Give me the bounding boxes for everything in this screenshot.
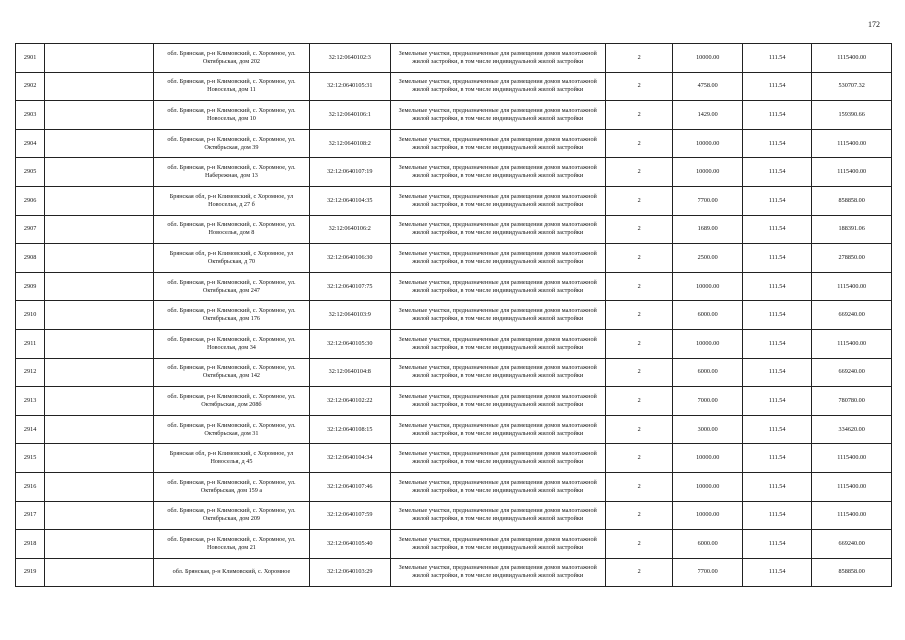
table-row [16, 244, 892, 273]
table-row [16, 158, 892, 187]
rate-cell: 111.54 [742, 101, 811, 130]
blank-cell [45, 101, 154, 130]
land-use-cell: Земельные участки, предназначенные для размещения домов малоэтажной жилой застройки, в том числе индивидуальной жилой застройки [390, 244, 605, 273]
land-use-cell: Земельные участки, предназначенные для размещения домов малоэтажной жилой застройки, в том числе индивидуальной жилой застройки [390, 301, 605, 330]
cadastral-value-cell: 188391.06 [812, 215, 892, 244]
row-number: 2906 [16, 186, 45, 215]
area-cell: 10000.00 [673, 129, 742, 158]
table-row [16, 44, 892, 73]
rate-cell: 111.54 [742, 301, 811, 330]
address-cell: обл. Брянская, р-н Климовский, с. Хоромное, ул. Октябрьская, дом 159 а [153, 472, 309, 501]
address-cell: обл. Брянская, р-н Климовский, с. Хоромное, ул. Октябрьская, дом 209 [153, 501, 309, 530]
category-cell: 2 [606, 530, 673, 559]
cadastral-value-cell: 858858.00 [812, 186, 892, 215]
cadastral-number-cell: 32:12:0640104:34 [309, 444, 390, 473]
land-use-cell: Земельные участки, предназначенные для размещения домов малоэтажной жилой застройки, в том числе индивидуальной жилой застройки [390, 387, 605, 416]
cadastral-number-cell: 32:12:0640106:1 [309, 101, 390, 130]
cadastral-value-cell: 1115400.00 [812, 44, 892, 73]
address-cell: обл. Брянская, р-н Климовский, с. Хоромное, ул. Октябрьская, дом 39 [153, 129, 309, 158]
cadastral-value-cell: 530707.32 [812, 72, 892, 101]
cadastral-number-cell: 32:12:0640102:3 [309, 44, 390, 73]
cadastral-value-cell: 669240.00 [812, 301, 892, 330]
category-cell: 2 [606, 472, 673, 501]
blank-cell [45, 387, 154, 416]
address-cell: Брянская обл, р-н Климовский, с Хоромное, ул Новоселья, д 45 [153, 444, 309, 473]
land-use-cell: Земельные участки, предназначенные для размещения домов малоэтажной жилой застройки, в том числе индивидуальной жилой застройки [390, 501, 605, 530]
row-number: 2917 [16, 501, 45, 530]
table-row [16, 72, 892, 101]
category-cell: 2 [606, 329, 673, 358]
blank-cell [45, 186, 154, 215]
row-number: 2914 [16, 415, 45, 444]
cadastral-number-cell: 32:12:0640104:8 [309, 358, 390, 387]
row-number: 2915 [16, 444, 45, 473]
row-number: 2911 [16, 329, 45, 358]
address-cell: обл. Брянская, р-н Климовский, с. Хоромное, ул. Октябрьская, дом 176 [153, 301, 309, 330]
blank-cell [45, 158, 154, 187]
table-row [16, 415, 892, 444]
area-cell: 6000.00 [673, 301, 742, 330]
land-use-cell: Земельные участки, предназначенные для размещения домов малоэтажной жилой застройки, в том числе индивидуальной жилой застройки [390, 530, 605, 559]
land-parcel-table [15, 43, 892, 587]
table-row [16, 186, 892, 215]
blank-cell [45, 415, 154, 444]
row-number: 2903 [16, 101, 45, 130]
address-cell: обл. Брянская, р-н Климовский, с. Хоромное [153, 558, 309, 587]
address-cell: обл. Брянская, р-н Климовский, с. Хоромное, ул. Новоселья, дом 21 [153, 530, 309, 559]
row-number: 2901 [16, 44, 45, 73]
land-use-cell: Земельные участки, предназначенные для размещения домов малоэтажной жилой застройки, в том числе индивидуальной жилой застройки [390, 186, 605, 215]
table-row [16, 272, 892, 301]
area-cell: 3000.00 [673, 415, 742, 444]
cadastral-value-cell: 159390.66 [812, 101, 892, 130]
cadastral-value-cell: 1115400.00 [812, 129, 892, 158]
cadastral-number-cell: 32:12:0640107:46 [309, 472, 390, 501]
land-use-cell: Земельные участки, предназначенные для размещения домов малоэтажной жилой застройки, в том числе индивидуальной жилой застройки [390, 72, 605, 101]
area-cell: 2500.00 [673, 244, 742, 273]
area-cell: 10000.00 [673, 501, 742, 530]
address-cell: обл. Брянская, р-н Климовский, с. Хоромное, ул. Набережная, дом 13 [153, 158, 309, 187]
area-cell: 10000.00 [673, 444, 742, 473]
cadastral-number-cell: 32:12:0640102:22 [309, 387, 390, 416]
category-cell: 2 [606, 272, 673, 301]
blank-cell [45, 530, 154, 559]
category-cell: 2 [606, 129, 673, 158]
category-cell: 2 [606, 387, 673, 416]
category-cell: 2 [606, 558, 673, 587]
area-cell: 10000.00 [673, 472, 742, 501]
address-cell: обл. Брянская, р-н Климовский, с. Хоромное, ул. Октябрьская, дом 247 [153, 272, 309, 301]
area-cell: 10000.00 [673, 158, 742, 187]
address-cell: обл. Брянская, р-н Климовский, с. Хоромное, ул. Октябрьская, дом 208б [153, 387, 309, 416]
cadastral-number-cell: 32:12:0640107:19 [309, 158, 390, 187]
land-use-cell: Земельные участки, предназначенные для размещения домов малоэтажной жилой застройки, в том числе индивидуальной жилой застройки [390, 415, 605, 444]
rate-cell: 111.54 [742, 329, 811, 358]
table-row [16, 558, 892, 587]
address-cell: Брянская обл, р-н Климовский, с Хоромное, ул Новоселья, д 27 б [153, 186, 309, 215]
rate-cell: 111.54 [742, 129, 811, 158]
category-cell: 2 [606, 358, 673, 387]
area-cell: 10000.00 [673, 272, 742, 301]
row-number: 2916 [16, 472, 45, 501]
rate-cell: 111.54 [742, 158, 811, 187]
table-row [16, 444, 892, 473]
category-cell: 2 [606, 186, 673, 215]
land-use-cell: Земельные участки, предназначенные для размещения домов малоэтажной жилой застройки, в том числе индивидуальной жилой застройки [390, 101, 605, 130]
cadastral-value-cell: 334620.00 [812, 415, 892, 444]
cadastral-value-cell: 1115400.00 [812, 329, 892, 358]
area-cell: 7000.00 [673, 387, 742, 416]
cadastral-value-cell: 1115400.00 [812, 272, 892, 301]
blank-cell [45, 501, 154, 530]
rate-cell: 111.54 [742, 186, 811, 215]
area-cell: 4758.00 [673, 72, 742, 101]
rate-cell: 111.54 [742, 358, 811, 387]
area-cell: 1689.00 [673, 215, 742, 244]
cadastral-number-cell: 32:12:0640106:2 [309, 215, 390, 244]
land-use-cell: Земельные участки, предназначенные для размещения домов малоэтажной жилой застройки, в том числе индивидуальной жилой застройки [390, 215, 605, 244]
blank-cell [45, 301, 154, 330]
cadastral-number-cell: 32:12:0640105:30 [309, 329, 390, 358]
area-cell: 6000.00 [673, 358, 742, 387]
cadastral-number-cell: 32:12:0640104:35 [309, 186, 390, 215]
rate-cell: 111.54 [742, 215, 811, 244]
cadastral-value-cell: 1115400.00 [812, 158, 892, 187]
cadastral-value-cell: 669240.00 [812, 530, 892, 559]
table-row [16, 358, 892, 387]
rate-cell: 111.54 [742, 387, 811, 416]
area-cell: 7700.00 [673, 186, 742, 215]
category-cell: 2 [606, 72, 673, 101]
area-cell: 7700.00 [673, 558, 742, 587]
category-cell: 2 [606, 44, 673, 73]
rate-cell: 111.54 [742, 530, 811, 559]
land-use-cell: Земельные участки, предназначенные для размещения домов малоэтажной жилой застройки, в том числе индивидуальной жилой застройки [390, 329, 605, 358]
blank-cell [45, 358, 154, 387]
area-cell: 10000.00 [673, 44, 742, 73]
row-number: 2909 [16, 272, 45, 301]
rate-cell: 111.54 [742, 72, 811, 101]
rate-cell: 111.54 [742, 244, 811, 273]
cadastral-number-cell: 32:12:0640103:29 [309, 558, 390, 587]
rate-cell: 111.54 [742, 415, 811, 444]
rate-cell: 111.54 [742, 444, 811, 473]
table-row [16, 530, 892, 559]
land-use-cell: Земельные участки, предназначенные для размещения домов малоэтажной жилой застройки, в том числе индивидуальной жилой застройки [390, 272, 605, 301]
cadastral-number-cell: 32:12:0640108:2 [309, 129, 390, 158]
cadastral-number-cell: 32:12:0640107:59 [309, 501, 390, 530]
blank-cell [45, 129, 154, 158]
land-use-cell: Земельные участки, предназначенные для размещения домов малоэтажной жилой застройки, в том числе индивидуальной жилой застройки [390, 44, 605, 73]
address-cell: обл. Брянская, р-н Климовский, с. Хоромное, ул. Октябрьская, дом 31 [153, 415, 309, 444]
category-cell: 2 [606, 244, 673, 273]
blank-cell [45, 72, 154, 101]
cadastral-value-cell: 780780.00 [812, 387, 892, 416]
cadastral-number-cell: 32:12:0640108:15 [309, 415, 390, 444]
cadastral-number-cell: 32:12:0640105:31 [309, 72, 390, 101]
row-number: 2907 [16, 215, 45, 244]
category-cell: 2 [606, 444, 673, 473]
blank-cell [45, 444, 154, 473]
blank-cell [45, 272, 154, 301]
rate-cell: 111.54 [742, 472, 811, 501]
cadastral-value-cell: 278850.00 [812, 244, 892, 273]
area-cell: 10000.00 [673, 329, 742, 358]
rate-cell: 111.54 [742, 44, 811, 73]
row-number: 2918 [16, 530, 45, 559]
category-cell: 2 [606, 158, 673, 187]
address-cell: обл. Брянская, р-н Климовский, с. Хоромное, ул. Новоселья, дом 11 [153, 72, 309, 101]
address-cell: обл. Брянская, р-н Климовский, с. Хоромное, ул. Октябрьская, дом 142 [153, 358, 309, 387]
row-number: 2905 [16, 158, 45, 187]
cadastral-value-cell: 669240.00 [812, 358, 892, 387]
land-use-cell: Земельные участки, предназначенные для размещения домов малоэтажной жилой застройки, в том числе индивидуальной жилой застройки [390, 358, 605, 387]
table-row [16, 501, 892, 530]
category-cell: 2 [606, 301, 673, 330]
address-cell: обл. Брянская, р-н Климовский, с. Хоромное, ул. Новоселья, дом 34 [153, 329, 309, 358]
address-cell: обл. Брянская, р-н Климовский, с. Хоромное, ул. Октябрьская, дом 202 [153, 44, 309, 73]
address-cell: обл. Брянская, р-н Климовский, с. Хоромное, ул. Новоселья, дом 10 [153, 101, 309, 130]
rate-cell: 111.54 [742, 558, 811, 587]
table-body [16, 44, 892, 587]
table-row [16, 329, 892, 358]
rate-cell: 111.54 [742, 272, 811, 301]
land-use-cell: Земельные участки, предназначенные для размещения домов малоэтажной жилой застройки, в том числе индивидуальной жилой застройки [390, 444, 605, 473]
blank-cell [45, 558, 154, 587]
row-number: 2919 [16, 558, 45, 587]
cadastral-value-cell: 1115400.00 [812, 501, 892, 530]
row-number: 2912 [16, 358, 45, 387]
cadastral-number-cell: 32:12:0640105:40 [309, 530, 390, 559]
row-number: 2904 [16, 129, 45, 158]
blank-cell [45, 44, 154, 73]
address-cell: обл. Брянская, р-н Климовский, с. Хоромное, ул. Новоселья, дом 8 [153, 215, 309, 244]
table-row [16, 472, 892, 501]
row-number: 2908 [16, 244, 45, 273]
area-cell: 1429.00 [673, 101, 742, 130]
rate-cell: 111.54 [742, 501, 811, 530]
category-cell: 2 [606, 501, 673, 530]
category-cell: 2 [606, 101, 673, 130]
land-use-cell: Земельные участки, предназначенные для размещения домов малоэтажной жилой застройки, в том числе индивидуальной жилой застройки [390, 129, 605, 158]
category-cell: 2 [606, 415, 673, 444]
table-row [16, 215, 892, 244]
cadastral-number-cell: 32:12:0640103:9 [309, 301, 390, 330]
area-cell: 6000.00 [673, 530, 742, 559]
cadastral-value-cell: 1115400.00 [812, 472, 892, 501]
blank-cell [45, 329, 154, 358]
cadastral-value-cell: 1115400.00 [812, 444, 892, 473]
category-cell: 2 [606, 215, 673, 244]
cadastral-number-cell: 32:12:0640106:30 [309, 244, 390, 273]
table-row [16, 129, 892, 158]
table-row [16, 387, 892, 416]
land-use-cell: Земельные участки, предназначенные для размещения домов малоэтажной жилой застройки, в том числе индивидуальной жилой застройки [390, 472, 605, 501]
page-number: 172 [868, 20, 880, 29]
land-use-cell: Земельные участки, предназначенные для размещения домов малоэтажной жилой застройки, в том числе индивидуальной жилой застройки [390, 158, 605, 187]
land-use-cell: Земельные участки, предназначенные для размещения домов малоэтажной жилой застройки, в том числе индивидуальной жилой застройки [390, 558, 605, 587]
row-number: 2902 [16, 72, 45, 101]
row-number: 2910 [16, 301, 45, 330]
table-row [16, 101, 892, 130]
blank-cell [45, 244, 154, 273]
cadastral-number-cell: 32:12:0640107:75 [309, 272, 390, 301]
blank-cell [45, 472, 154, 501]
address-cell: Брянская обл, р-н Климовский, с Хоромное, ул Октябрьская, д 70 [153, 244, 309, 273]
table-row [16, 301, 892, 330]
row-number: 2913 [16, 387, 45, 416]
cadastral-value-cell: 858858.00 [812, 558, 892, 587]
blank-cell [45, 215, 154, 244]
